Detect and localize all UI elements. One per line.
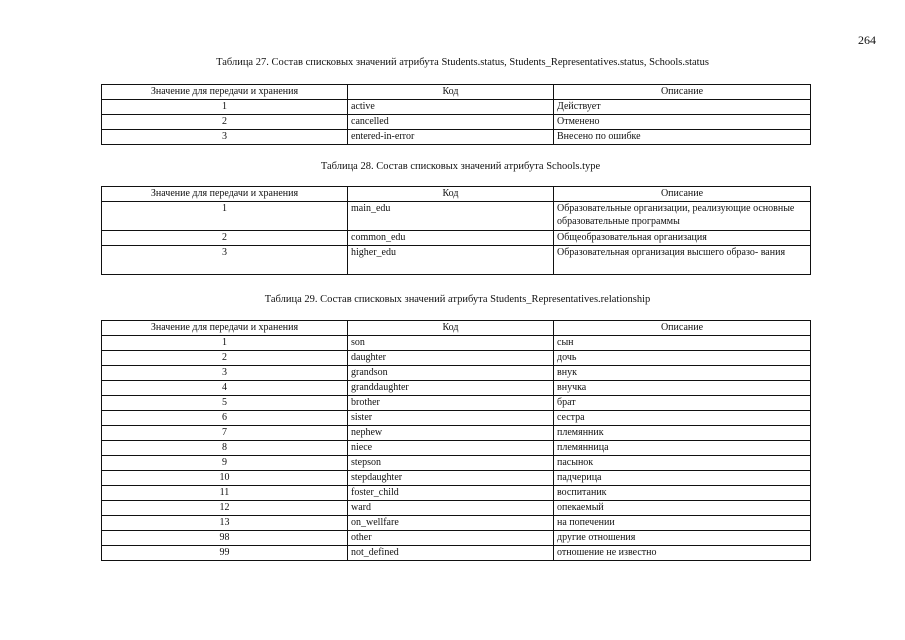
code-cell: higher_edu (348, 246, 554, 275)
value-cell: 6 (102, 411, 348, 426)
value-cell: 13 (102, 516, 348, 531)
header-description: Описание (554, 187, 811, 202)
table-header-row (102, 187, 811, 202)
table-row (102, 531, 811, 546)
table-row (102, 366, 811, 381)
table-row (102, 381, 811, 396)
header-code: Код (348, 321, 554, 336)
value-cell: 3 (102, 130, 348, 145)
value-cell: 1 (102, 100, 348, 115)
header-description: Описание (554, 321, 811, 336)
code-cell: main_edu (348, 202, 554, 231)
page-number: 264 (858, 33, 876, 47)
table-27 (101, 84, 811, 145)
table-row (102, 351, 811, 366)
value-cell: 2 (102, 115, 348, 130)
description-cell: Образовательная организация высшего образо- вания (554, 246, 811, 275)
code-cell: other (348, 531, 554, 546)
description-cell: на попечении (554, 516, 811, 531)
description-cell: Внесено по ошибке (554, 130, 811, 145)
table-row (102, 501, 811, 516)
code-cell: son (348, 336, 554, 351)
code-cell: active (348, 100, 554, 115)
code-cell: on_wellfare (348, 516, 554, 531)
table-29-caption: Таблица 29. Состав списковых значений атрибута Students_Representatives.relationship (264, 294, 651, 305)
description-cell: брат (554, 396, 811, 411)
table-row (102, 486, 811, 501)
code-cell: sister (348, 411, 554, 426)
description-cell: другие отношения (554, 531, 811, 546)
value-cell: 3 (102, 366, 348, 381)
description-cell: племянник (554, 426, 811, 441)
code-cell: granddaughter (348, 381, 554, 396)
value-cell: 1 (102, 336, 348, 351)
description-cell: воспитаник (554, 486, 811, 501)
table-row (102, 546, 811, 561)
code-cell: common_edu (348, 231, 554, 246)
description-cell: опекаемый (554, 501, 811, 516)
value-cell: 99 (102, 546, 348, 561)
table-29 (101, 320, 811, 561)
code-cell: daughter (348, 351, 554, 366)
description-cell: племянница (554, 441, 811, 456)
value-cell: 98 (102, 531, 348, 546)
table-row (102, 471, 811, 486)
value-cell: 12 (102, 501, 348, 516)
table-row (102, 396, 811, 411)
code-cell: entered-in-error (348, 130, 554, 145)
header-description: Описание (554, 85, 811, 100)
header-value: Значение для передачи и хранения (102, 187, 348, 202)
table-header-row (102, 85, 811, 100)
value-cell: 1 (102, 202, 348, 231)
description-cell: Образовательные организации, реализующие основные образовательные программы (554, 202, 811, 231)
description-cell: падчерица (554, 471, 811, 486)
header-value: Значение для передачи и хранения (102, 321, 348, 336)
description-cell: сестра (554, 411, 811, 426)
code-cell: niece (348, 441, 554, 456)
table-row (102, 246, 811, 275)
table-header-row (102, 321, 811, 336)
table-row (102, 115, 811, 130)
code-cell: nephew (348, 426, 554, 441)
value-cell: 4 (102, 381, 348, 396)
table-row (102, 231, 811, 246)
description-cell: Отменено (554, 115, 811, 130)
description-cell: сын (554, 336, 811, 351)
table-row (102, 441, 811, 456)
description-cell: пасынок (554, 456, 811, 471)
code-cell: not_defined (348, 546, 554, 561)
table-row (102, 411, 811, 426)
table-row (102, 336, 811, 351)
code-cell: cancelled (348, 115, 554, 130)
table-28-caption: Таблица 28. Состав списковых значений атрибута Schools.type (320, 161, 601, 172)
value-cell: 3 (102, 246, 348, 275)
value-cell: 5 (102, 396, 348, 411)
description-cell: дочь (554, 351, 811, 366)
value-cell: 9 (102, 456, 348, 471)
table-row (102, 202, 811, 231)
description-cell: внучка (554, 381, 811, 396)
code-cell: ward (348, 501, 554, 516)
value-cell: 10 (102, 471, 348, 486)
code-cell: grandson (348, 366, 554, 381)
table-27-caption: Таблица 27. Состав списковых значений атрибута Students.status, Students_Representatives.status, Schools.status (216, 57, 709, 68)
code-cell: stepson (348, 456, 554, 471)
value-cell: 7 (102, 426, 348, 441)
table-row (102, 100, 811, 115)
description-cell: Общеобразовательная организация (554, 231, 811, 246)
value-cell: 2 (102, 351, 348, 366)
header-value: Значение для передачи и хранения (102, 85, 348, 100)
table-row (102, 456, 811, 471)
code-cell: foster_child (348, 486, 554, 501)
description-cell: внук (554, 366, 811, 381)
description-cell: отношение не известно (554, 546, 811, 561)
table-row (102, 130, 811, 145)
code-cell: stepdaughter (348, 471, 554, 486)
table-row (102, 516, 811, 531)
header-code: Код (348, 85, 554, 100)
value-cell: 8 (102, 441, 348, 456)
code-cell: brother (348, 396, 554, 411)
table-28 (101, 186, 811, 275)
header-code: Код (348, 187, 554, 202)
description-cell: Действует (554, 100, 811, 115)
table-row (102, 426, 811, 441)
value-cell: 2 (102, 231, 348, 246)
value-cell: 11 (102, 486, 348, 501)
